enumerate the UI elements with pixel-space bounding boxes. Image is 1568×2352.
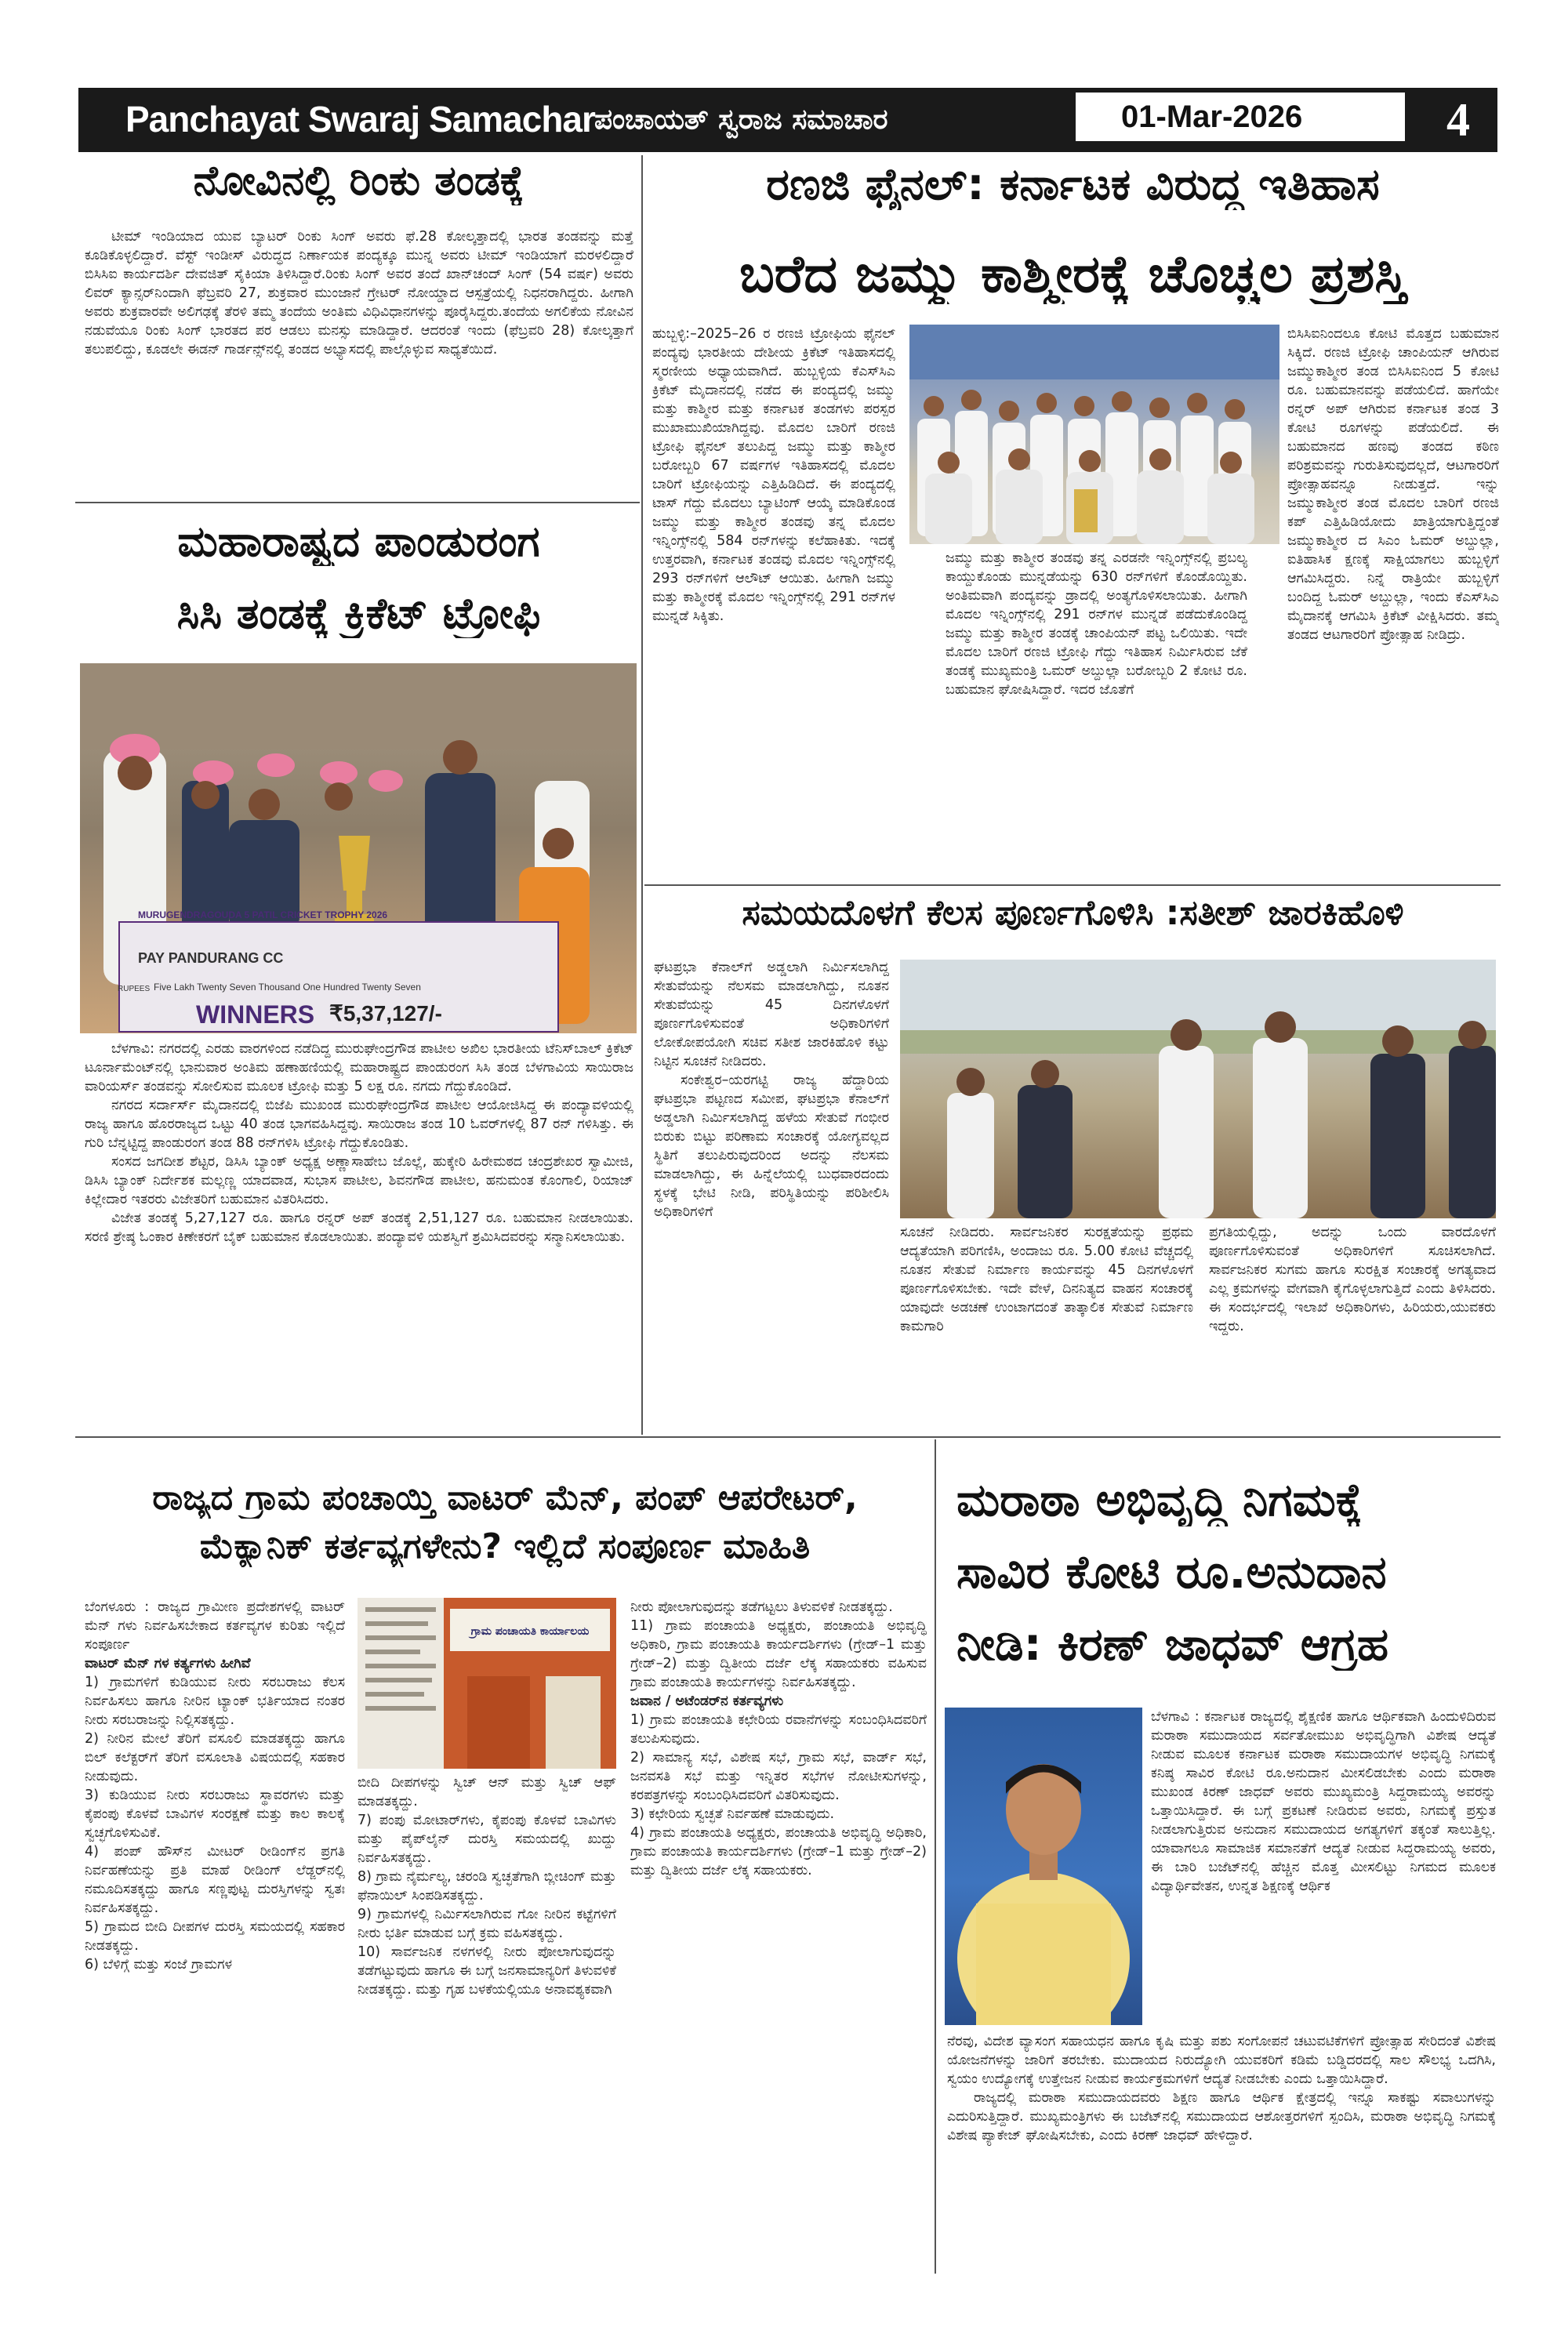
maratha-headline-line1: ಮರಾಠಾ ಅಭಿವೃದ್ಧಿ ನಿಗಮಕ್ಕೆ: [956, 1474, 1363, 1526]
column-rule: [935, 1439, 936, 2274]
panchayat-office-sign: ಗ್ರಾಮ ಪಂಚಾಯತಿ ಕಾರ್ಯಾಲಯ: [470, 1625, 590, 1638]
waterman-section-heading: ವಾಟರ್ ಮೆನ್ ಗಳ ಕರ್ತ್ಯಗಳು ಹೀಗಿವೆ: [85, 1656, 251, 1671]
waterman-duty-item: 7) ಪಂಪು ಮೋಟಾರ್‌ಗಳು, ಕೈಪಂಪು ಕೊಳವೆ ಬಾವಿಗಳು ಮತ್ತು ಪೈಪ್‌ಲೈನ್ ದುರಸ್ತಿ ಸಮಯದಲ್ಲಿ ಖುದ್ದು ನಿರ್ವಹಿಸತಕ್ಕದ್ದು.: [358, 1813, 616, 1866]
maratha-body-below: [947, 2032, 1496, 2264]
portrait-art: [945, 1708, 1142, 2025]
waterman-duty-item: 8) ಗ್ರಾಮ ನೈರ್ಮಲ್ಯ, ಚರಂಡಿ ಸ್ವಚ್ಛತೆಗಾಗಿ ಬ್ಲೀಚಿಂಗ್ ಮತ್ತು ಫೆನಾಯಿಲ್ ಸಿಂಪಡಿಸತಕ್ಕದ್ದು.: [358, 1869, 616, 1904]
waterman-duty-item: 10) ಸಾರ್ವಜನಿಕ ನಳಗಳಲ್ಲಿ ನೀರು ಪೋಲಾಗುವುದನ್ನು ತಡೆಗಟ್ಟುವುದು ಹಾಗೂ ಈ ಬಗ್ಗೆ ಜನಸಾಮಾನ್ಯರಿಗೆ ತಿಳುವಳಿಕೆ ನೀಡತಕ್ಕದ್ದು. ಮತ್ತು ಗೃಹ ಬಳಕೆಯಲ್ಲಿಯೂ ಅನಾವಶ್ಯಕವಾಗಿ: [358, 1944, 616, 1998]
ranji-team-photo: [909, 325, 1279, 544]
maharashtra-paragraph: ವಿಜೇತ ತಂಡಕ್ಕೆ 5,27,127 ರೂ. ಹಾಗೂ ರನ್ನರ್ ಅಪ್ ತಂಡಕ್ಕೆ 2,51,127 ರೂ. ಬಹುಮಾನ ನೀಡಲಾಯಿತು. ಸರಣಿ ಶ್ರೇಷ್ಠ ಓಂಕಾರ ಕಿಣೇಕರಗೆ ಬೈಕ್ ಬಹುಮಾನ ಕೊಡಲಾಯಿತು. ಪಂದ್ಯಾವಳಿ ಯಶಸ್ವಿಗೆ ಶ್ರಮಿಸಿದವರನ್ನು ಸನ್ಮಾನಿಸಲಾಯಿತು.: [85, 1210, 633, 1245]
waterman-body-col1: [85, 1598, 345, 2264]
maharashtra-trophy-photo: [80, 663, 637, 1033]
page-number: 4: [1446, 94, 1470, 146]
maratha-headline-line2: ಸಾವಿರ ಕೋಟಿ ರೂ.ಅನುದಾನ: [956, 1546, 1387, 1599]
waterman-duty-item: 3) ಕುಡಿಯುವ ನೀರು ಸರಬರಾಜು ಸ್ಥಾವರಗಳು ಮತ್ತು ಕೈಪಂಪು ಕೊಳವೆ ಬಾವಿಗಳ ಸಂರಕ್ಷಣೆ ಮತ್ತು ಕಾಲ ಕಾಲಕ್ಕೆ ಸ್ವಚ್ಛಗೊಳಿಸುವಿಕೆ.: [85, 1788, 345, 1841]
section-rule: [75, 502, 640, 503]
waterman-intro: ಬೆಂಗಳೂರು : ರಾಜ್ಯದ ಗ್ರಾಮೀಣ ಪ್ರದೇಶಗಳಲ್ಲಿ ವಾಟರ್ ಮೆನ್ ಗಳು ನಿರ್ವಹಿಸಬೇಕಾದ ಕರ್ತವ್ಯಗಳ ಕುರಿತು ಇಲ್ಲಿದೆ ಸಂಪೂರ್ಣ: [85, 1599, 345, 1653]
waterman-body-col3: [630, 1598, 927, 2264]
satish-paragraph: ಸಂಕೇಶ್ವರ–ಯರಗಟ್ಟಿ ರಾಜ್ಯ ಹೆದ್ದಾರಿಯ ಘಟಪ್ರಭಾ ಪಟ್ಟಣದ ಸಮೀಪ, ಘಟಪ್ರಭಾ ಕೆನಾಲ್‌ಗೆ ಅಡ್ಡಲಾಗಿ ನಿರ್ಮಿಸಲಾಗಿದ್ದ ಹಳೆಯ ಸೇತುವೆ ಗಂಭೀರ ಬಿರುಕು ಬಿಟ್ಟು ಪರಿಣಾಮ ಸಂಚಾರಕ್ಕೆ ಯೋಗ್ಯವಲ್ಲದ ಸ್ಥಿತಿಗೆ ತಲುಪಿರುವುದರಿಂದ ಅದನ್ನು ನೆಲಸಮ ಮಾಡಲಾಗಿದ್ದು, ಈ ಹಿನ್ನೆಲೆಯಲ್ಲಿ ಬುಧವಾರದಂದು ಸ್ಥಳಕ್ಕೆ ಭೇಟಿ ನೀಡಿ, ಪರಿಸ್ಥಿತಿಯನ್ನು ಪರಿಶೀಲಿಸಿ ಅಧಿಕಾರಿಗಳಿಗೆ: [654, 1073, 889, 1220]
ranji-body-col3: ಬಿಸಿಸಿಐನಿಂದಲೂ ಕೋಟಿ ಮೊತ್ತದ ಬಹುಮಾನ ಸಿಕ್ಕಿದೆ. ರಣಜಿ ಟ್ರೋಫಿ ಚಾಂಪಿಯನ್ ಆಗಿರುವ ಜಮ್ಮುಕಾಶ್ಮೀರ ತಂಡ ಬಿಸಿಸಿಐನಿಂದ 5 ಕೋಟಿ ರೂ. ಬಹುಮಾನವನ್ನು ಪಡೆಯಲಿದೆ. ಹಾಗೆಯೇ ರನ್ನರ್ ಅಪ್ ಆಗಿರುವ ಕರ್ನಾಟಕ ತಂಡ 3 ಕೋಟಿ ರೂಗಳನ್ನು ಪಡೆಯಲಿದೆ. ಈ ಬಹುಮಾನದ ಹಣವು ತಂಡದ ಕಠಿಣ ಪರಿಶ್ರಮವನ್ನು ಗುರುತಿಸುವುದಲ್ಲದೆ, ಆಟಗಾರರಿಗೆ ಪ್ರೋತ್ಸಾಹವನ್ನೂ ನೀಡುತ್ತದೆ. ಇನ್ನು ಜಮ್ಮುಕಾಶ್ಮೀರ ತಂಡ ಮೊದಲ ಬಾರಿಗೆ ರಣಜಿ ಕಪ್ ಎತ್ತಿಹಿಡಿಯೋದು ಖಾತ್ರಿಯಾಗುತ್ತಿದ್ದಂತೆ ಜಮ್ಮುಕಾಶ್ಮೀರ ದ ಸಿಎಂ ಓಮರ್ ಅಬ್ದುಲ್ಲಾ, ಐತಿಹಾಸಿಕ ಕ್ಷಣಕ್ಕೆ ಸಾಕ್ಷಿಯಾಗಲು ಹುಬ್ಬಳ್ಳಿಗೆ ಆಗಮಿಸಿದ್ದರು. ನಿನ್ನೆ ರಾತ್ರಿಯೇ ಹುಬ್ಬಳ್ಳಿಗೆ ಬಂದಿದ್ದ ಓಮರ್ ಅಬ್ದುಲ್ಲಾ, ಇಂದು ಕೆಎಸ್‌ಸಿಎ ಮೈದಾನಕ್ಕೆ ಆಗಮಿಸಿ ಕ್ರಿಕೆಟ್ ವೀಕ್ಷಿಸಿದರು. ತಮ್ಮ ತಂಡದ ಆಟಗಾರರಿಗೆ ಪ್ರೋತ್ಸಾಹ ನೀಡಿದ್ರು.: [1287, 326, 1499, 643]
maharashtra-photo-art: [80, 663, 637, 1033]
waterman-duty-item: 4) ಪಂಪ್ ಹೌಸ್‌ನ ಮೀಟರ್ ರೀಡಿಂಗ್‌ನ ಪ್ರಗತಿ ನಿರ್ವಹಣೆಯನ್ನು ಪ್ರತಿ ಮಾಹೆ ರೀಡಿಂಗ್ ಲೆಡ್ಜರ್‌ನಲ್ಲಿ ನಮೂದಿಸತಕ್ಕದ್ದು ಹಾಗೂ ಸಣ್ಣಪುಟ್ಟ ದುರಸ್ತಿಗಳನ್ನು ಸ್ವತಃ ನಿರ್ವಹಿಸತಕ್ಕದ್ದು.: [85, 1844, 345, 1916]
banner-payee: PAY PANDURANG CC: [138, 950, 284, 966]
maratha-paragraph: ರಾಜ್ಯದಲ್ಲಿ ಮರಾಠಾ ಸಮುದಾಯದವರು ಶಿಕ್ಷಣ ಹಾಗೂ ಆರ್ಥಿಕ ಕ್ಷೇತ್ರದಲ್ಲಿ ಇನ್ನೂ ಸಾಕಷ್ಟು ಸವಾಲುಗಳನ್ನು ಎದುರಿಸುತ್ತಿದ್ದಾರೆ. ಮುಖ್ಯಮಂತ್ರಿಗಳು ಈ ಬಜೆಟ್‌ನಲ್ಲಿ ಸಮುದಾಯದ ಆಶೋತ್ತರಗಳಿಗೆ ಸ್ಪಂದಿಸಿ, ಮರಾಠಾ ಅಭಿವೃದ್ಧಿ ನಿಗಮಕ್ಕೆ ವಿಶೇಷ ಪ್ಯಾಕೇಜ್ ಘೋಷಿಸಬೇಕು, ಎಂದು ಕಿರಣ್ ಜಾಧವ್ ಹೇಳಿದ್ದಾರೆ.: [947, 2090, 1496, 2143]
banner-winners-amount: ₹5,37,127/-: [329, 1001, 442, 1025]
kiran-jadhav-portrait: [945, 1708, 1142, 2025]
maharashtra-body: [85, 1040, 633, 1432]
banner-amount-words: Five Lakh Twenty Seven Thousand One Hundred Twenty Seven: [154, 982, 421, 993]
satish-body-col3: ಪ್ರಗತಿಯಲ್ಲಿದ್ದು, ಅದನ್ನು ಒಂದು ವಾರದೊಳಗೆ ಪೂರ್ಣಗೊಳಿಸುವಂತೆ ಅಧಿಕಾರಿಗಳಿಗೆ ಸೂಚಿಸಲಾಗಿದೆ. ಸಾರ್ವಜನಿಕರ ಸುಗಮ ಹಾಗೂ ಸುರಕ್ಷಿತ ಸಂಚಾರಕ್ಕೆ ಅಗತ್ಯವಾದ ಎಲ್ಲ ಕ್ರಮಗಳನ್ನು ವೇಗವಾಗಿ ಕೈಗೊಳ್ಳಲಾಗುತ್ತಿದೆ ಎಂದು ತಿಳಿಸಿದರು. ಈ ಸಂದರ್ಭದಲ್ಲಿ ಇಲಾಖೆ ಅಧಿಕಾರಿಗಳು, ಹಿರಿಯರು,ಯುವಕರು ಇದ್ದರು.: [1209, 1225, 1496, 1334]
waterman-headline-line2: ಮೆಕ್ಯಾನಿಕ್ ಕರ್ತವ್ಯಗಳೇನು? ಇಲ್ಲಿದೆ ಸಂಪೂರ್ಣ ಮಾಹಿತಿ: [199, 1527, 811, 1566]
ranji-photo-art: [909, 325, 1279, 544]
waterman-duty-item: 5) ಗ್ರಾಮದ ಬೀದಿ ದೀಪಗಳ ದುರಸ್ತಿ ಸಮಯದಲ್ಲಿ ಸಹಕಾರ ನೀಡತಕ್ಕದ್ದು.: [85, 1919, 345, 1954]
section-rule: [75, 1436, 1501, 1438]
satish-paragraph: ಘಟಪ್ರಭಾ ಕೆನಾಲ್‌ಗೆ ಅಡ್ಡಲಾಗಿ ನಿರ್ಮಿಸಲಾಗಿದ್ದ ಸೇತುವೆಯನ್ನು ನೆಲಸಮ ಮಾಡಲಾಗಿದ್ದು, ನೂತನ ಸೇತುವೆಯನ್ನು 45 ದಿನಗಳೊಳಗೆ ಪೂರ್ಣಗೊಳಿಸುವಂತೆ ಅಧಿಕಾರಿಗಳಿಗೆ ಲೋಕೋಪಯೋಗಿ ಸಚಿವ ಸತೀಶ ಜಾರಕಿಹೊಳಿ ಕಟ್ಟು ನಿಟ್ಟಿನ ಸೂಚನೆ ನೀಡಿದರು.: [654, 960, 889, 1069]
attender-duty-item: 4) ಗ್ರಾಮ ಪಂಚಾಯತಿ ಅಧ್ಯಕ್ಷರು, ಪಂಚಾಯತಿ ಅಭಿವೃದ್ಧಿ ಅಧಿಕಾರಿ, ಗ್ರಾಮ ಪಂಚಾಯತಿ ಕಾರ್ಯದರ್ಶಿಗಳು (ಗ್ರೇಡ್–1 ಮತ್ತು ಗ್ರೇಡ್–2) ಮತ್ತು ದ್ವಿತೀಯ ದರ್ಜೆ ಲೆಕ್ಕ ಸಹಾಯಕರು.: [630, 1825, 927, 1878]
waterman-duty-item: ಬೀದಿ ದೀಪಗಳನ್ನು ಸ್ವಿಚ್ ಆನ್ ಮತ್ತು ಸ್ವಿಚ್ ಆಫ್ ಮಾಡತಕ್ಕದ್ದು.: [358, 1775, 616, 1809]
waterman-duty-item: 1) ಗ್ರಾಮಗಳಿಗೆ ಕುಡಿಯುವ ನೀರು ಸರಬರಾಜು ಕೆಲಸ ನಿರ್ವಹಿಸಲು ಹಾಗೂ ನೀರಿನ ಟ್ಯಾಂಕ್ ಭರ್ತಿಯಾದ ನಂತರ ನೀರು ಸರಬರಾಜನ್ನು ನಿಲ್ಲಿಸತಕ್ಕದ್ದು.: [85, 1675, 345, 1728]
banner-winners-label: WINNERS: [196, 1000, 315, 1029]
maharashtra-paragraph: ನಗರದ ಸರ್ದಾರ್ಸ್ ಮೈದಾನದಲ್ಲಿ ಬಿಜೆಪಿ ಮುಖಂಡ ಮುರುಘೇಂದ್ರಗೌಡ ಪಾಟೀಲ ಆಯೋಜಿಸಿದ್ದ ಈ ಪಂದ್ಯಾವಳಿಯಲ್ಲಿ ರಾಜ್ಯ ಹಾಗೂ ಹೊರರಾಜ್ಯದ ಒಟ್ಟು 40 ತಂಡ ಭಾಗವಹಿಸಿದ್ದವು. ಸಾಯಿರಾಜ ತಂಡ 10 ಓವರ್‌ಗಳಲ್ಲಿ 87 ರನ್ ಗಳಿಸಿತ್ತು. ಈ ಗುರಿ ಬೆನ್ನಟ್ಟಿದ್ದ ಪಾಂಡುರಂಗ ತಂಡ 88 ರನ್‌ಗಳಿಸಿ ಟ್ರೋಫಿ ಗೆದ್ದುಕೊಂಡಿತು.: [85, 1098, 633, 1151]
masthead-title-kannada: ಪಂಚಾಯತ್ ಸ್ವರಾಜ ಸಮಾಚಾರ: [594, 103, 888, 136]
maharashtra-paragraph: ಬೆಳಗಾವಿ: ನಗರದಲ್ಲಿ ಎರಡು ವಾರಗಳಿಂದ ನಡೆದಿದ್ದ ಮುರುಘೇಂದ್ರಗೌಡ ಪಾಟೀಲ ಅಖಿಲ ಭಾರತೀಯ ಟೆನಿಸ್‌ಬಾಲ್ ಕ್ರಿಕೆಟ್ ಟೂರ್ನಾಮೆಂಟ್‌ನಲ್ಲಿ ಭಾನುವಾರ ಅಂತಿಮ ಹಣಾಹಣಿಯಲ್ಲಿ ಮಹಾರಾಷ್ಟ್ರದ ಪಾಂಡುರಂಗ ಸಿಸಿ ತಂಡ ಬೆಳಗಾವಿಯ ಸಾಯಿರಾಜ ವಾರಿಯರ್ಸ್ ತಂಡವನ್ನು ಸೋಲಿಸುವ ಮೂಲಕ ಟ್ರೋಫಿ ಮತ್ತು 5 ಲಕ್ಷ ರೂ. ನಗದು ಗೆದ್ದುಕೊಂಡಿದೆ.: [85, 1041, 633, 1094]
satish-photo-art: [900, 960, 1496, 1218]
section-rule: [644, 884, 1501, 886]
column-rule: [641, 155, 643, 1435]
waterman-duty-item: 6) ಬೆಳಿಗ್ಗೆ ಮತ್ತು ಸಂಜೆ ಗ್ರಾಮಗಳ: [85, 1957, 233, 1973]
rinku-body: ಟೀಮ್ ಇಂಡಿಯಾದ ಯುವ ಬ್ಯಾಟರ್ ರಿಂಕು ಸಿಂಗ್ ಅವರು ಫೆ.28 ಕೋಲ್ಕತ್ತಾದಲ್ಲಿ ಭಾರತ ತಂಡವನ್ನು ಮತ್ತೆ ಕೂಡಿಕೊಳ್ಳಲಿದ್ದಾರೆ. ವೆಸ್ಟ್ ಇಂಡೀಸ್ ವಿರುದ್ಧದ ನಿರ್ಣಾಯಕ ಪಂದ್ಯಕ್ಕೂ ಮುನ್ನ ಅವರು ಟೀಮ್ ಇಂಡಿಯಾಗೆ ಮರಳಲಿದ್ದಾರೆ ಬಿಸಿಸಿಐ ಕಾರ್ಯದರ್ಶಿ ದೇವಜಿತ್ ಸೈಕಿಯಾ ತಿಳಿಸಿದ್ದಾರೆ.ರಿಂಕು ಸಿಂಗ್ ಅವರ ತಂದೆ ಖಾನ್‌ಚಂದ್ ಸಿಂಗ್ (54 ವರ್ಷ) ಅವರು ಲಿವರ್ ಕ್ಯಾನ್ಸರ್‌ನಿಂದಾಗಿ ಫೆಬ್ರವರಿ 27, ಶುಕ್ರವಾರ ಮುಂಜಾನೆ ಗ್ರೇಟರ್ ನೋಯ್ಡಾದ ಆಸ್ಪತ್ರೆಯಲ್ಲಿ ನಿಧನರಾಗಿದ್ದರು. ಹೀಗಾಗಿ ಅವರು ಶುಕ್ರವಾರವೇ ಅಲಿಗಢಕ್ಕೆ ತೆರಳಿ ತಮ್ಮ ತಂದೆಯ ಅಂತಿಮ ವಿಧಿವಿಧಾನಗಳನ್ನು ಪೂರೈಸಿದ್ದರು.ತಂದೆಯ ಅಗಲಿಕೆಯ ನೋವಿನ ನಡುವೆಯೂ ರಿಂಕು ಸಿಂಗ್ ಭಾರತದ ಪರ ಆಡಲು ಮನಸ್ಸು ಮಾಡಿದ್ದಾರೆ. ಆದರಂತೆ ಇಂದು (ಫೆಬ್ರವರಿ 28) ಕೋಲ್ಕತ್ತಾಗೆ ತಲುಪಲಿದ್ದು, ಕೂಡಲೇ ಈಡನ್ ಗಾರ್ಡನ್ಸ್‌ನಲ್ಲಿ ತಂಡದ ಅಭ್ಯಾಸದಲ್ಲಿ ಪಾಲ್ಗೊಳ್ಳುವ ಸಾಧ್ಯತೆಯಿದೆ.: [85, 229, 633, 358]
ranji-headline-line2: ಬರೆದ ಜಮ್ಮು ಕಾಶ್ಮೀರಕ್ಕೆ ಚೊಚ್ಚಲ ಪ್ರಶಸ್ತಿ: [739, 245, 1406, 304]
waterman-body-col2: [358, 1773, 616, 2264]
ranji-headline-line1: ರಣಜಿ ಫೈನಲ್: ಕರ್ನಾಟಕ ವಿರುದ್ಧ ಇತಿಹಾಸ: [766, 160, 1380, 210]
satish-body-col1: [654, 958, 889, 1428]
attender-duty-item: 2) ಸಾಮಾನ್ಯ ಸಭೆ, ವಿಶೇಷ ಸಭೆ, ಗ್ರಾಮ ಸಭೆ, ವಾರ್ಡ್ ಸಭೆ, ಜನವಸತಿ ಸಭೆ ಮತ್ತು ಇನ್ನಿತರ ಸಭೆಗಳ ನೋಟೀಸುಗಳನ್ನು, ಕರಪತ್ರಗಳನ್ನು ಸಂಬಂಧಿಸಿದವರಿಗೆ ವಿತರಿಸುವುದು.: [630, 1750, 927, 1803]
waterman-duty-item: 11) ಗ್ರಾಮ ಪಂಚಾಯತಿ ಅಧ್ಯಕ್ಷರು, ಪಂಚಾಯತಿ ಅಭಿವೃದ್ಧಿ ಅಧಿಕಾರಿ, ಗ್ರಾಮ ಪಂಚಾಯತಿ ಕಾರ್ಯದರ್ಶಿಗಳು (ಗ್ರೇಡ್–1 ಮತ್ತು ಗ್ರೇಡ್–2) ಮತ್ತು ದ್ವಿತೀಯ ದರ್ಜೆ ಲೆಕ್ಕ ಸಹಾಯಕರು ವಹಿಸುವ ಗ್ರಾಮ ಪಂಚಾಯತಿ ಕಾರ್ಯಗಳನ್ನು ನಿರ್ವಹಿಸತಕ್ಕದ್ದು.: [630, 1618, 927, 1690]
banner-rupees-label: RUPEES: [118, 985, 151, 993]
maratha-paragraph: ನೆರವು, ವಿದೇಶ ವ್ಯಾಸಂಗ ಸಹಾಯಧನ ಹಾಗೂ ಕೃಷಿ ಮತ್ತು ಪಶು ಸಂಗೋಪನೆ ಚಟುವಟಿಕೆಗಳಿಗೆ ಪ್ರೋತ್ಸಾಹ ಸೇರಿದಂತೆ ವಿಶೇಷ ಯೋಜನೆಗಳನ್ನು ಜಾರಿಗೆ ತರಬೇಕು. ಮುದಾಯದ ನಿರುದ್ಯೋಗಿ ಯುವಕರಿಗೆ ಕಡಿಮೆ ಬಡ್ಡಿದರದಲ್ಲಿ ಸಾಲ ಸೌಲಭ್ಯ ಒದಗಿಸಿ, ಸ್ವಯಂ ಉದ್ಯೋಗಕ್ಕೆ ಉತ್ತೇಜನ ನೀಡುವ ಕಾರ್ಯಕ್ರಮಗಳಿಗೆ ಆದ್ಯತೆ ನೀಡಬೇಕು ಎಂದು ಒತ್ತಾಯಿಸಿದ್ದಾರೆ.: [947, 2034, 1496, 2087]
ranji-body-col2: ಜಮ್ಮು ಮತ್ತು ಕಾಶ್ಮೀರ ತಂಡವು ತನ್ನ ಎರಡನೇ ಇನ್ನಿಂಗ್ಸ್‌ನಲ್ಲಿ ಪ್ರಬಲ್ಯ ಕಾಯ್ದುಕೊಂಡು ಮುನ್ನಡೆಯನ್ನು 630 ರನ್‌ಗಳಿಗೆ ಕೊಂಡೊಯ್ದಿತು. ಅಂತಿಮವಾಗಿ ಪಂದ್ಯವನ್ನು ಡ್ರಾದಲ್ಲಿ ಅಂತ್ಯಗೊಳಿಸಲಾಯಿತು. ಹೀಗಾಗಿ ಮೊದಲ ಇನ್ನಿಂಗ್ಸ್‌ನಲ್ಲಿ 291 ರನ್‌ಗಳ ಮುನ್ನಡೆ ಪಡೆದುಕೊಂಡಿದ್ದ ಜಮ್ಮು ಮತ್ತು ಕಾಶ್ಮೀರ ತಂಡಕ್ಕೆ ಚಾಂಪಿಯನ್ ಪಟ್ಟ ಒಲಿಯಿತು. ಇದೇ ಮೊದಲ ಬಾರಿಗೆ ರಣಜಿ ಟ್ರೋಫಿ ಗೆದ್ದು ಇತಿಹಾಸ ನಿರ್ಮಿಸಿರುವ ಜೆಕೆ ತಂಡಕ್ಕೆ ಮುಖ್ಯಮಂತ್ರಿ ಒಮರ್ ಅಬ್ದುಲ್ಲಾ ಬರೋಬ್ಬರಿ 2 ಕೋಟಿ ರೂ. ಬಹುಮಾನ ಘೋಷಿಸಿದ್ದಾರೆ. ಇದರ ಜೊತೆಗೆ: [946, 550, 1247, 698]
satish-site-photo: [900, 960, 1496, 1218]
attender-section-heading: ಜವಾನ / ಅಟೆಂಡರ್‌ನ ಕರ್ತವ್ಯಗಳು: [630, 1693, 784, 1709]
waterman-headline-line1: ರಾಜ್ಯದ ಗ್ರಾಮ ಪಂಚಾಯ್ತಿ ವಾಟರ್ ಮೆನ್, ಪಂಪ್ ಆಪರೇಟರ್,: [152, 1479, 858, 1518]
maratha-headline-line3: ನೀಡಿ: ಕಿರಣ್ ಜಾಧವ್ ಆಗ್ರಹ: [956, 1618, 1389, 1671]
maharashtra-paragraph: ಸಂಸದ ಜಗದೀಶ ಶೆಟ್ಟರ, ಡಿಸಿಸಿ ಬ್ಯಾಂಕ್ ಅಧ್ಯಕ್ಷ ಅಣ್ಣಾಸಾಹೇಬ ಜೊಲ್ಲೆ, ಹುಕ್ಕೇರಿ ಹಿರೇಮಠದ ಚಂದ್ರಶೇಖರ ಸ್ವಾಮೀಜಿ, ಡಿಸಿಸಿ ಬ್ಯಾಂಕ್ ನಿರ್ದೇಶಕ ಮಲ್ಲಣ್ಣ ಯಾದವಾಡ, ಸುಭಾಸ ಪಾಟೀಲ, ಶಿವನಗೌಡ ಪಾಟೀಲ, ಹನುಮಂತ ಕೊಂಗಾಲಿ, ರಿಯಾಜ್ ಕಿಲ್ಲೇದಾರ ಇತರರು ವಿಜೇತರಿಗೆ ಬಹುಮಾನ ವಿತರಿಸಿದರು.: [85, 1154, 633, 1207]
waterman-duty-item: 9) ಗ್ರಾಮಗಳಲ್ಲಿ ನಿರ್ಮಿಸಲಾಗಿರುವ ಗೋ ನೀರಿನ ಕಟ್ಟೆಗಳಿಗೆ ನೀರು ಭರ್ತಿ ಮಾಡುವ ಬಗ್ಗೆ ಕ್ರಮ ವಹಿಸತಕ್ಕದ್ದು.: [358, 1907, 616, 1941]
maratha-body-beside: ಬೆಳಗಾವಿ : ಕರ್ನಾಟಕ ರಾಜ್ಯದಲ್ಲಿ ಶೈಕ್ಷಣಿಕ ಹಾಗೂ ಆರ್ಥಿಕವಾಗಿ ಹಿಂದುಳಿದಿರುವ ಮರಾಠಾ ಸಮುದಾಯದ ಸರ್ವತೋಮುಖ ಅಭಿವೃದ್ಧಿಗಾಗಿ ವಿಶೇಷ ಆದ್ಯತೆ ನೀಡುವ ಮೂಲಕ ಕರ್ನಾಟಕ ಮರಾಠಾ ಸಮುದಾಯಗಳ ಅಭಿವೃದ್ಧಿ ನಿಗಮಕ್ಕೆ ಕನಿಷ್ಠ ಸಾವಿರ ಕೋಟಿ ರೂ.ಅನುದಾನ ಮೀಸಲಿಡಬೇಕು ಎಂದು ಮರಾಠಾ ಮುಖಂಡ ಕಿರಣ್ ಜಾಧವ್ ಅವರು ಮುಖ್ಯಮಂತ್ರಿ ಸಿದ್ದರಾಮಯ್ಯ ಅವರನ್ನು ಒತ್ತಾಯಿಸಿದ್ದಾರೆ. ಈ ಬಗ್ಗೆ ಪ್ರಕಟಣೆ ನೀಡಿರುವ ಅವರು, ನಿಗಮಕ್ಕೆ ಪ್ರಸ್ತುತ ನೀಡಲಾಗುತ್ತಿರುವ ಅನುದಾನ ಸಮುದಾಯದ ಅಗತ್ಯಗಳಿಗೆ ತಕ್ಕಂತೆ ಸಾಲುತ್ತಿಲ್ಲ. ಯಾವಾಗಲೂ ಸಾಮಾಜಿಕ ಸಮಾನತೆಗೆ ಆದ್ಯತೆ ನೀಡುವ ಸಿದ್ದರಾಮಯ್ಯ ಅವರು, ಈ ಬಾರಿ ಬಜೆಟ್‌ನಲ್ಲಿ ಹೆಚ್ಚಿನ ಮೊತ್ತ ಮೀಸಲಿಟ್ಟು ನಿಗಮದ ಮೂಲಕ ವಿದ್ಯಾರ್ಥಿವೇತನ, ಉನ್ನತ ಶಿಕ್ಷಣಕ್ಕೆ ಆರ್ಥಿಕ: [1151, 1709, 1496, 1894]
ranji-body-col1: ಹುಬ್ಬಳ್ಳಿ:–2025–26 ರ ರಣಜಿ ಟ್ರೋಫಿಯ ಫೈನಲ್ ಪಂದ್ಯವು ಭಾರತೀಯ ದೇಶೀಯ ಕ್ರಿಕೆಟ್ ಇತಿಹಾಸದಲ್ಲಿ ಸ್ಮರಣೀಯ ಅಧ್ಯಾಯವಾಗಿದೆ. ಹುಬ್ಬಳ್ಳಿಯ ಕೆಎಸ್‌ಸಿಎ ಕ್ರಿಕೆಟ್ ಮೈದಾನದಲ್ಲಿ ನಡೆದ ಈ ಪಂದ್ಯದಲ್ಲಿ ಜಮ್ಮು ಮತ್ತು ಕಾಶ್ಮೀರ ಮತ್ತು ಕರ್ನಾಟಕ ತಂಡಗಳು ಪರಸ್ಪರ ಮುಖಾಮುಖಿಯಾಗಿದ್ದವು. ಮೊದಲ ಬಾರಿಗೆ ರಣಜಿ ಟ್ರೋಫಿ ಫೈನಲ್ ತಲುಪಿದ್ದ ಜಮ್ಮು ಮತ್ತು ಕಾಶ್ಮೀರ ಬರೋಬ್ಬರಿ 67 ವರ್ಷಗಳ ಇತಿಹಾಸದಲ್ಲಿ ಮೊದಲ ಬಾರಿಗೆ ಟ್ರೋಫಿಯನ್ನು ಎತ್ತಿಹಿಡಿದಿದೆ. ಈ ಪಂದ್ಯದಲ್ಲಿ ಟಾಸ್ ಗೆದ್ದು ಮೊದಲು ಬ್ಯಾಟಿಂಗ್ ಆಯ್ಕೆ ಮಾಡಿಕೊಂಡ ಜಮ್ಮು ಮತ್ತು ಕಾಶ್ಮೀರ ತಂಡವು ತನ್ನ ಮೊದಲ ಇನ್ನಿಂಗ್ಸ್‌ನಲ್ಲಿ 584 ರನ್‌ಗಳನ್ನು ಕಲೆಹಾಕಿತು. ಇದಕ್ಕೆ ಉತ್ತರವಾಗಿ, ಕರ್ನಾಟಕ ತಂಡವು ಮೊದಲ ಇನ್ನಿಂಗ್ಸ್‌ನಲ್ಲಿ 293 ರನ್‌ಗಳಿಗೆ ಆಲೌಟ್ ಆಯಿತು. ಹೀಗಾಗಿ ಜಮ್ಮು ಮತ್ತು ಕಾಶ್ಮೀರಕ್ಕೆ ಮೊದಲ ಇನ್ನಿಂಗ್ಸ್‌ನಲ್ಲಿ 291 ರನ್‌ಗಳ ಮುನ್ನಡೆ ಸಿಕ್ಕಿತು.: [652, 326, 895, 624]
waterman-duty-item: 2) ನೀರಿನ ಮೇಲೆ ತೆರಿಗೆ ವಸೂಲಿ ಮಾಡತಕ್ಕದ್ದು ಹಾಗೂ ಬಿಲ್ ಕಲೆಕ್ಟರ್‌ಗೆ ತೆರಿಗೆ ವಸೂಲಾತಿ ವಿಷಯದಲ್ಲಿ ಸಹಕಾರ ನೀಡುವುದು.: [85, 1731, 345, 1784]
issue-date: 01-Mar-2026: [1076, 93, 1405, 141]
masthead-title-english: Panchayat Swaraj Samachar: [125, 99, 595, 140]
satish-headline: ಸಮಯದೊಳಗೆ ಕೆಲಸ ಪೂರ್ಣಗೊಳಿಸಿ :ಸತೀಶ್ ಜಾರಕಿಹೊಳಿ: [742, 894, 1404, 933]
waterman-duty-item: ನೀರು ಪೋಲಾಗುವುದನ್ನು ತಡೆಗಟ್ಟಲು ತಿಳುವಳಿಕೆ ನೀಡತಕ್ಕದ್ದು.: [630, 1599, 893, 1615]
satish-body-col2: ಸೂಚನೆ ನೀಡಿದರು. ಸಾರ್ವಜನಿಕರ ಸುರಕ್ಷತೆಯನ್ನು ಪ್ರಥಮ ಆದ್ಯತೆಯಾಗಿ ಪರಿಗಣಿಸಿ, ಅಂದಾಜು ರೂ. 5.00 ಕೋಟಿ ವೆಚ್ಚದಲ್ಲಿ ನೂತನ ಸೇತುವೆ ನಿರ್ಮಾಣ ಕಾರ್ಯವನ್ನು 45 ದಿನಗಳೊಳಗೆ ಪೂರ್ಣಗೊಳಿಸಬೇಕು. ಇದೇ ವೇಳೆ, ದಿನನಿತ್ಯದ ವಾಹನ ಸಂಚಾರಕ್ಕೆ ಯಾವುದೇ ಅಡಚಣೆ ಉಂಟಾಗದಂತೆ ತಾತ್ಕಾಲಿಕ ಸೇತುವೆ ನಿರ್ಮಾಣ ಕಾಮಗಾರಿ: [900, 1225, 1193, 1334]
rinku-headline: ನೋವಿನಲ್ಲಿ ರಿಂಕು ತಂಡಕ್ಕೆ: [193, 158, 524, 205]
attender-duty-item: 3) ಕಛೇರಿಯ ಸ್ವಚ್ಛತೆ ನಿರ್ವಹಣೆ ಮಾಡುವುದು.: [630, 1806, 835, 1822]
maharashtra-headline-line1: ಮಹಾರಾಷ್ಟ್ರದ ಪಾಂಡುರಂಗ: [177, 517, 540, 566]
maharashtra-headline-line2: ಸಿಸಿ ತಂಡಕ್ಕೆ ಕ್ರಿಕೆಟ್ ಟ್ರೋಫಿ: [176, 590, 541, 638]
banner-event-name: MURUGENDRAGOUDA 5 PATIL CRICKET TROPHY 2026: [138, 909, 388, 920]
attender-duty-item: 1) ಗ್ರಾಮ ಪಂಚಾಯತಿ ಕಛೇರಿಯ ರವಾನೆಗಳನ್ನು ಸಂಬಂಧಿಸಿದವರಿಗೆ ತಲುಪಿಸುವುದು.: [630, 1712, 927, 1747]
